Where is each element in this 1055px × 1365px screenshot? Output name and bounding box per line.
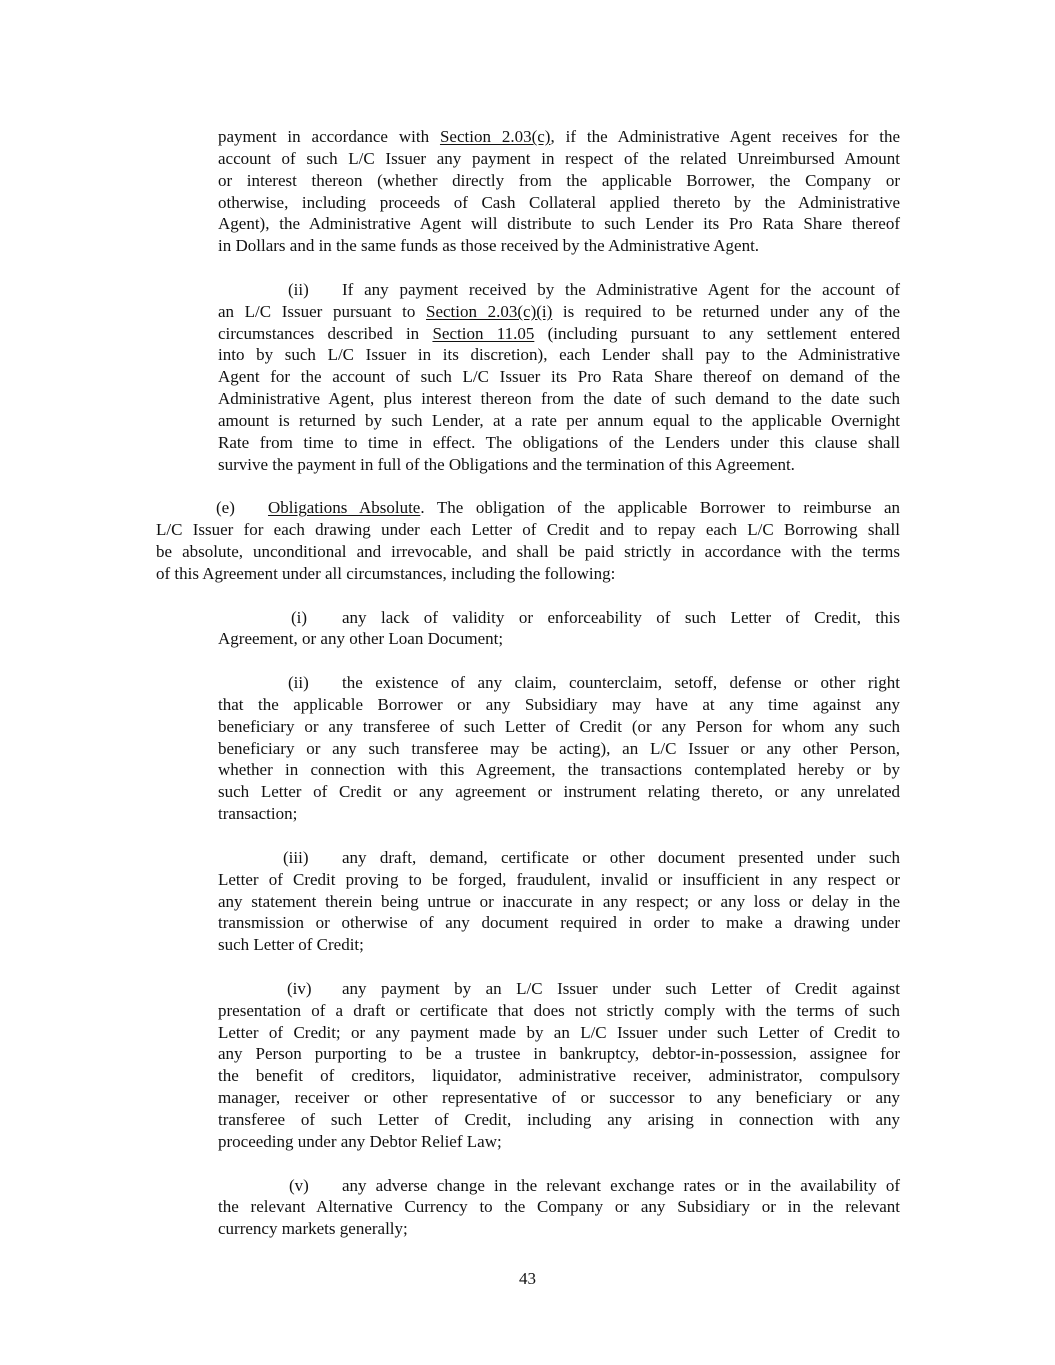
text-segment: Letter of Credit; or any payment made by an L/C Issuer under such Letter of Credit to	[218, 1022, 900, 1042]
text-segment: (including pursuant to any settlement entered	[534, 323, 900, 343]
text-segment: transmission or otherwise of any document required in order to make a drawing under	[218, 913, 900, 933]
text-line	[218, 1131, 900, 1153]
text-line	[218, 235, 900, 257]
text-line	[218, 891, 900, 913]
section-reference: Section 2.03(c)(i)	[426, 301, 553, 321]
text-line	[218, 366, 900, 388]
text-line	[156, 541, 900, 563]
text-segment: presentation of a draft or certificate that does not strictly comply with the terms of such	[218, 1000, 900, 1020]
page-number: 43	[519, 1269, 536, 1288]
text-segment: any lack of validity or enforceability of such Letter of Credit, this	[342, 607, 900, 627]
text-line	[218, 213, 900, 235]
clause-label: (i)	[291, 607, 308, 627]
text-segment: whether in connection with this Agreement, the transactions contemplated hereby or by	[218, 760, 900, 780]
text-segment: beneficiary or any such transferee may be acting), an L/C Issuer or any other Person,	[218, 738, 900, 758]
text-segment: of this Agreement under all circumstances, including the following:	[156, 563, 616, 583]
paragraph	[218, 672, 900, 825]
text-segment: is required to be returned under any of the	[552, 301, 901, 321]
text-segment: any Person purporting to be a trustee in bankruptcy, debtor-in-possession, assignee for	[218, 1044, 900, 1064]
paragraph	[218, 978, 900, 1153]
text-segment: be absolute, unconditional and irrevocable, and shall be paid strictly in accordance with the terms	[156, 542, 900, 562]
text-line	[218, 148, 900, 170]
text-segment: Letter of Credit proving to be forged, fraudulent, invalid or insufficient in any respect or	[218, 869, 900, 889]
text-line	[218, 323, 900, 345]
text-segment: Agent for the account of such L/C Issuer its Pro Rata Share thereof on demand of the	[218, 367, 900, 387]
text-segment: manager, receiver or other representative of or successor to any beneficiary or any	[218, 1088, 900, 1108]
text-line	[218, 279, 900, 301]
clause-label: (iv)	[287, 978, 312, 998]
text-line	[218, 170, 900, 192]
text-line	[218, 1196, 900, 1218]
text-line	[218, 803, 900, 825]
text-segment: the relevant Alternative Currency to the Company or any Subsidiary or in the relevant	[218, 1197, 900, 1217]
text-segment: amount is returned by such Lender, at a rate per annum equal to the applicable Overnight	[218, 410, 900, 430]
text-line	[218, 1000, 900, 1022]
text-line	[218, 694, 900, 716]
section-reference: Section 11.05	[432, 323, 535, 343]
text-line	[218, 301, 900, 323]
text-line	[218, 344, 900, 366]
text-segment: L/C Issuer for each drawing under each Letter of Credit and to repay each L/C Borrowing shall	[156, 520, 900, 540]
text-segment: otherwise, including proceeds of Cash Collateral applied thereto by the Administrative	[218, 192, 900, 212]
text-line	[218, 1218, 900, 1240]
text-segment: beneficiary or any transferee of such Letter of Credit (or any Person for whom any such	[218, 716, 900, 736]
text-segment: any draft, demand, certificate or other document presented under such	[342, 847, 900, 867]
text-line	[218, 410, 900, 432]
text-segment: any payment by an L/C Issuer under such Letter of Credit against	[342, 978, 900, 998]
text-line	[218, 126, 900, 148]
text-line	[156, 563, 900, 585]
text-segment: survive the payment in full of the Obligations and the termination of this Agreement.	[218, 454, 795, 474]
paragraph	[218, 847, 900, 956]
text-line	[218, 1175, 900, 1197]
text-line	[218, 672, 900, 694]
text-line	[218, 912, 900, 934]
text-line	[218, 1109, 900, 1131]
paragraph	[218, 126, 900, 257]
text-line	[218, 628, 900, 650]
section-reference: Obligations Absolute	[268, 498, 421, 518]
text-segment: transaction;	[218, 804, 298, 824]
text-segment: an L/C Issuer pursuant to	[218, 301, 426, 321]
text-line	[218, 454, 900, 476]
text-segment: transferee of such Letter of Credit, including any arising in connection with any	[218, 1109, 900, 1129]
text-line	[218, 781, 900, 803]
paragraph	[218, 607, 900, 651]
paragraph	[218, 279, 900, 476]
text-line	[218, 1087, 900, 1109]
text-segment: , if the Administrative Agent receives for the	[550, 127, 901, 146]
clause-label: (v)	[289, 1175, 309, 1195]
text-segment: currency markets generally;	[218, 1219, 408, 1239]
text-segment: Agent), the Administrative Agent will distribute to such Lender its Pro Rata Share thereof	[218, 214, 900, 234]
text-segment: . The obligation of the applicable Borrower to reimburse an	[420, 498, 900, 518]
section-reference: Section 2.03(c)	[439, 127, 551, 146]
text-line	[218, 738, 900, 760]
paragraph	[156, 497, 900, 584]
text-segment: such Letter of Credit or any agreement or instrument relating thereto, or any unrelated	[218, 782, 900, 802]
text-segment: or interest thereon (whether directly from the applicable Borrower, the Company or	[218, 170, 900, 190]
text-segment: Administrative Agent, plus interest thereon from the date of such demand to the date such	[218, 389, 900, 409]
text-segment: that the applicable Borrower or any Subsidiary may have at any time against any	[218, 694, 900, 714]
text-segment: the existence of any claim, counterclaim, setoff, defense or other right	[342, 673, 900, 693]
text-segment: If any payment received by the Administrative Agent for the account of	[342, 279, 900, 299]
clause-label: (ii)	[288, 673, 309, 693]
clause-label: (iii)	[283, 847, 309, 867]
text-line	[218, 869, 900, 891]
text-segment: account of such L/C Issuer any payment in respect of the related Unreimbursed Amount	[218, 148, 900, 168]
text-line	[218, 978, 900, 1000]
text-line	[218, 388, 900, 410]
text-line	[218, 1065, 900, 1087]
text-segment: such Letter of Credit;	[218, 935, 364, 955]
clause-label: (e)	[216, 498, 235, 518]
paragraph	[218, 1175, 900, 1241]
text-segment: Rate from time to time in effect. The obligations of the Lenders under this clause shall	[218, 432, 900, 452]
text-segment: in Dollars and in the same funds as those received by the Administrative Agent.	[218, 236, 760, 256]
clause-label: (ii)	[288, 279, 309, 299]
text-segment: any statement therein being untrue or inaccurate in any respect; or any loss or delay in the	[218, 891, 900, 911]
text-segment: proceeding under any Debtor Relief Law;	[218, 1131, 502, 1151]
text-segment: any adverse change in the relevant exchange rates or in the availability of	[342, 1175, 900, 1195]
document-body	[156, 126, 900, 1262]
text-line	[218, 934, 900, 956]
text-line	[218, 847, 900, 869]
text-segment: payment in accordance with	[218, 127, 440, 146]
text-line	[218, 716, 900, 738]
text-line	[156, 497, 900, 519]
text-line	[218, 759, 900, 781]
text-segment: into by such L/C Issuer in its discretion), each Lender shall pay to the Administrative	[218, 345, 900, 365]
text-segment: circumstances described in	[218, 323, 433, 343]
text-line	[218, 432, 900, 454]
text-line	[218, 192, 900, 214]
text-segment: the benefit of creditors, liquidator, administrative receiver, administrator, compulsory	[218, 1066, 900, 1086]
text-segment: Agreement, or any other Loan Document;	[218, 629, 504, 649]
text-line	[218, 1022, 900, 1044]
text-line	[156, 519, 900, 541]
text-line	[218, 1043, 900, 1065]
text-line	[218, 607, 900, 629]
